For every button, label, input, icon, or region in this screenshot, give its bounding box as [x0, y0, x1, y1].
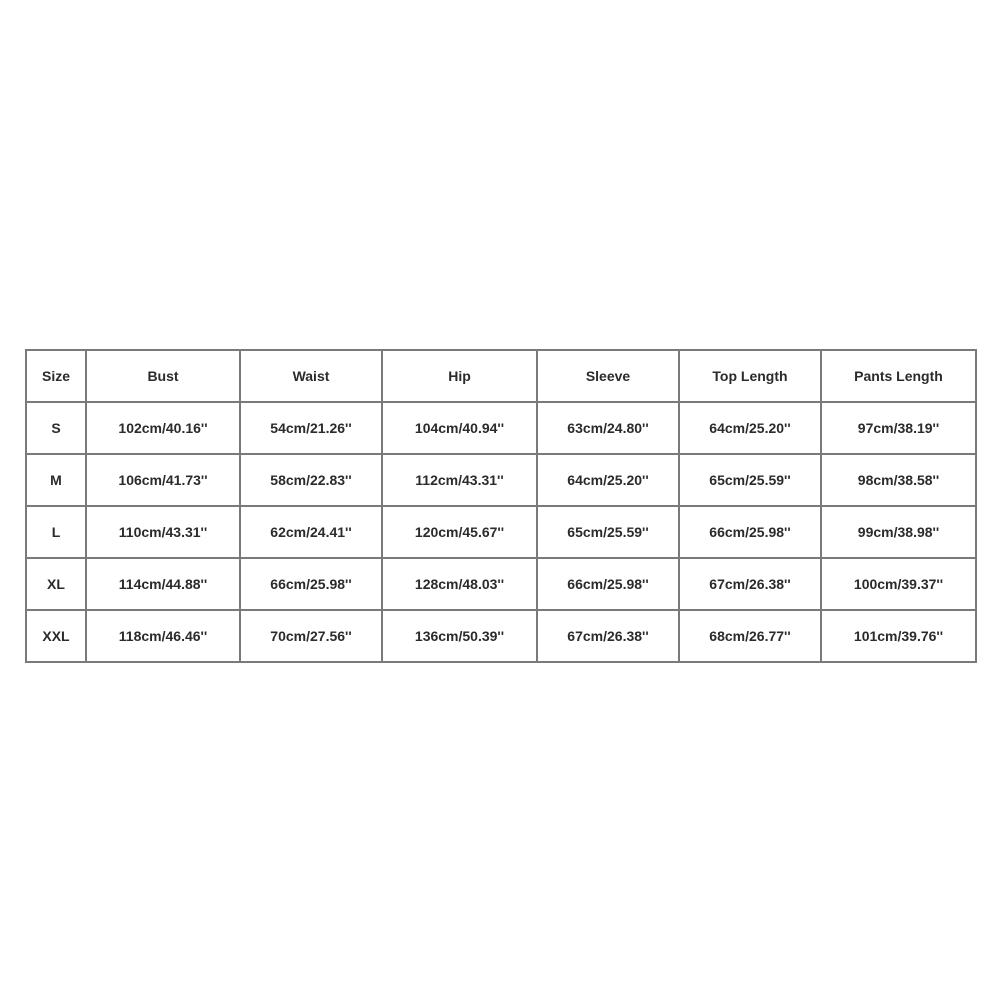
- top-length-cell: 64cm/25.20'': [679, 402, 821, 454]
- bust-cell: 114cm/44.88'': [86, 558, 240, 610]
- waist-cell: 70cm/27.56'': [240, 610, 382, 662]
- table-row: [26, 454, 976, 506]
- pants-length-cell: 101cm/39.76'': [821, 610, 976, 662]
- size-cell: XL: [26, 558, 86, 610]
- header-sleeve: Sleeve: [537, 350, 679, 402]
- hip-cell: 104cm/40.94'': [382, 402, 537, 454]
- header-bust: Bust: [86, 350, 240, 402]
- size-cell: S: [26, 402, 86, 454]
- sleeve-cell: 65cm/25.59'': [537, 506, 679, 558]
- hip-cell: 128cm/48.03'': [382, 558, 537, 610]
- pants-length-cell: 97cm/38.19'': [821, 402, 976, 454]
- pants-length-cell: 99cm/38.98'': [821, 506, 976, 558]
- sleeve-cell: 66cm/25.98'': [537, 558, 679, 610]
- size-chart-table: [25, 349, 977, 663]
- bust-cell: 110cm/43.31'': [86, 506, 240, 558]
- header-row: [26, 350, 976, 402]
- header-pants-length: Pants Length: [821, 350, 976, 402]
- hip-cell: 136cm/50.39'': [382, 610, 537, 662]
- waist-cell: 62cm/24.41'': [240, 506, 382, 558]
- header-hip: Hip: [382, 350, 537, 402]
- bust-cell: 106cm/41.73'': [86, 454, 240, 506]
- pants-length-cell: 98cm/38.58'': [821, 454, 976, 506]
- size-cell: M: [26, 454, 86, 506]
- top-length-cell: 67cm/26.38'': [679, 558, 821, 610]
- hip-cell: 120cm/45.67'': [382, 506, 537, 558]
- hip-cell: 112cm/43.31'': [382, 454, 537, 506]
- waist-cell: 54cm/21.26'': [240, 402, 382, 454]
- table-row: [26, 402, 976, 454]
- bust-cell: 102cm/40.16'': [86, 402, 240, 454]
- header-top-length: Top Length: [679, 350, 821, 402]
- sleeve-cell: 63cm/24.80'': [537, 402, 679, 454]
- table-row: [26, 558, 976, 610]
- bust-cell: 118cm/46.46'': [86, 610, 240, 662]
- sleeve-cell: 67cm/26.38'': [537, 610, 679, 662]
- top-length-cell: 65cm/25.59'': [679, 454, 821, 506]
- table-row: [26, 610, 976, 662]
- pants-length-cell: 100cm/39.37'': [821, 558, 976, 610]
- header-waist: Waist: [240, 350, 382, 402]
- header-size: Size: [26, 350, 86, 402]
- waist-cell: 58cm/22.83'': [240, 454, 382, 506]
- size-cell: XXL: [26, 610, 86, 662]
- top-length-cell: 66cm/25.98'': [679, 506, 821, 558]
- waist-cell: 66cm/25.98'': [240, 558, 382, 610]
- top-length-cell: 68cm/26.77'': [679, 610, 821, 662]
- size-cell: L: [26, 506, 86, 558]
- sleeve-cell: 64cm/25.20'': [537, 454, 679, 506]
- table-row: [26, 506, 976, 558]
